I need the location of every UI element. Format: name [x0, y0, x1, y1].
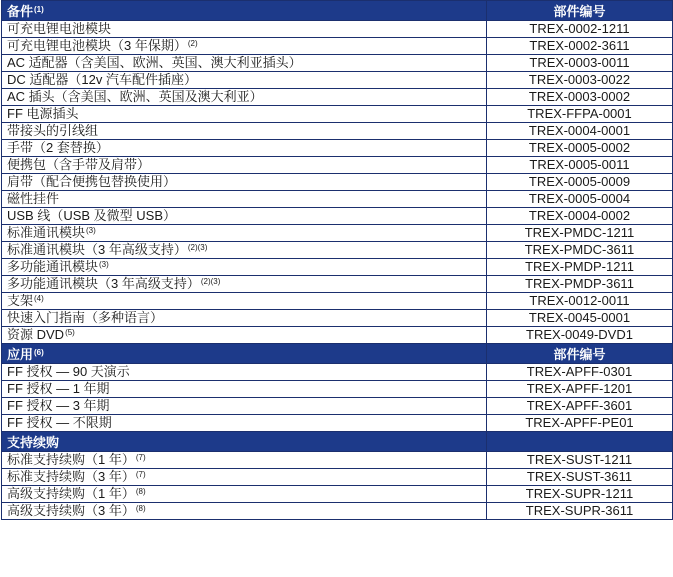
table-row: [2, 123, 673, 140]
part-number-text: TREX-0049-DVD1: [526, 327, 633, 342]
part-number: [487, 89, 673, 106]
part-number: [487, 327, 673, 344]
footnote-marker: (3): [99, 260, 109, 269]
part-number: [487, 503, 673, 520]
part-number: [487, 38, 673, 55]
part-number-text: TREX-0003-0002: [528, 89, 631, 104]
part-number-header: [487, 344, 673, 364]
item-name: [2, 398, 487, 415]
table-row: [2, 293, 673, 310]
table-row: [2, 276, 673, 293]
part-number: [487, 191, 673, 208]
item-name: [2, 157, 487, 174]
part-number: [487, 157, 673, 174]
part-number-text: TREX-0003-0011: [529, 55, 630, 70]
footnote-marker: (2)(3): [200, 277, 221, 286]
part-number-text: TREX-0002-1211: [529, 21, 630, 36]
item-name-text: FF 授权 — 1 年期: [7, 381, 110, 396]
table-row: [2, 259, 673, 276]
part-number-text: TREX-0005-0004: [528, 191, 631, 206]
item-name: [2, 55, 487, 72]
part-number: [487, 415, 673, 432]
part-number-header: [487, 432, 673, 452]
footnote-marker: (2)(3): [187, 243, 208, 252]
part-number: [487, 398, 673, 415]
footnote-marker: (3): [86, 226, 96, 235]
item-name-text: 多功能通讯模块（3 年高级支持）: [7, 276, 200, 291]
part-number: [487, 140, 673, 157]
table-row: [2, 208, 673, 225]
part-number-text: TREX-0004-0002: [528, 208, 631, 223]
table-row: [2, 38, 673, 55]
part-number-text: TREX-FFPA-0001: [527, 106, 632, 121]
part-number: [487, 310, 673, 327]
part-number-text: TREX-0012-0011: [529, 293, 630, 308]
table-row: [2, 452, 673, 469]
item-name: [2, 452, 487, 469]
item-name-text: 资源 DVD: [7, 327, 65, 342]
parts-table: [1, 0, 673, 520]
part-number-text: TREX-0002-3611: [529, 38, 630, 53]
item-name: [2, 486, 487, 503]
footnote-marker: (8): [135, 487, 146, 496]
table-row: [2, 89, 673, 106]
part-number: [487, 486, 673, 503]
section-header-row: [2, 432, 673, 452]
item-name: [2, 364, 487, 381]
item-name: [2, 381, 487, 398]
table-row: [2, 106, 673, 123]
part-number-text: TREX-APFF-0301: [526, 364, 633, 379]
part-number: [487, 364, 673, 381]
part-number: [487, 276, 673, 293]
item-name: [2, 106, 487, 123]
part-number-text: TREX-0004-0001: [528, 123, 631, 138]
table-row: [2, 486, 673, 503]
item-name-text: 快速入门指南（多种语言）: [7, 310, 164, 325]
item-name: [2, 21, 487, 38]
item-name-text: 便携包（含手带及肩带）: [7, 157, 151, 172]
footnote-marker: (2): [187, 39, 198, 48]
item-name-text: FF 授权 — 不限期: [7, 415, 112, 430]
part-number: [487, 452, 673, 469]
part-number: [487, 242, 673, 259]
section-header-row: [2, 1, 673, 21]
table-row: [2, 157, 673, 174]
part-number-text: TREX-SUST-3611: [526, 469, 633, 484]
item-name-text: 手带（2 套替换）: [7, 140, 109, 155]
table-row: [2, 415, 673, 432]
part-number: [487, 21, 673, 38]
section-title: [2, 344, 487, 364]
table-row: [2, 503, 673, 520]
part-number-header: [487, 1, 673, 21]
part-number: [487, 55, 673, 72]
parts-table-body: [2, 1, 673, 520]
part-number-text: TREX-SUST-1211: [526, 452, 633, 467]
item-name: [2, 415, 487, 432]
part-number: [487, 174, 673, 191]
item-name-text: DC 适配器（12v 汽车配件插座）: [7, 72, 197, 87]
item-name-text: 肩带（配合便携包替换使用）: [7, 174, 177, 189]
item-name: [2, 191, 487, 208]
section-title-text: 应用: [7, 347, 34, 362]
item-name-text: 标准支持续购（1 年）: [7, 452, 135, 467]
footnote-marker: (1): [34, 5, 44, 14]
table-row: [2, 310, 673, 327]
item-name-text: 支架: [7, 293, 34, 308]
part-number-header-text: 部件编号: [553, 4, 606, 19]
part-number-text: TREX-0003-0022: [528, 72, 631, 87]
footnote-marker: (5): [65, 328, 75, 337]
footnote-marker: (6): [34, 348, 44, 357]
item-name-text: 可充电锂电池模块（3 年保期）: [7, 38, 187, 53]
item-name: [2, 174, 487, 191]
table-row: [2, 55, 673, 72]
part-number: [487, 469, 673, 486]
item-name: [2, 469, 487, 486]
item-name-text: FF 授权 — 90 天演示: [7, 364, 130, 379]
part-number-text: TREX-APFF-3601: [526, 398, 633, 413]
part-number: [487, 106, 673, 123]
footnote-marker: (4): [34, 294, 44, 303]
part-number-text: TREX-APFF-PE01: [525, 415, 634, 430]
item-name: [2, 140, 487, 157]
item-name: [2, 293, 487, 310]
item-name-text: 标准通讯模块: [7, 225, 86, 240]
section-title: [2, 1, 487, 21]
section-header-row: [2, 344, 673, 364]
item-name-text: 磁性挂件: [7, 191, 60, 206]
part-number-text: TREX-0045-0001: [528, 310, 631, 325]
part-number-text: TREX-PMDP-3611: [525, 276, 634, 291]
item-name-text: 高级支持续购（3 年）: [7, 503, 135, 518]
item-name-text: USB 线（USB 及微型 USB）: [7, 208, 177, 223]
table-row: [2, 225, 673, 242]
part-number-header-text: 部件编号: [553, 347, 606, 362]
table-row: [2, 72, 673, 89]
item-name-text: AC 适配器（含美国、欧洲、英国、澳大利亚插头）: [7, 55, 302, 70]
part-number: [487, 208, 673, 225]
item-name: [2, 225, 487, 242]
item-name: [2, 276, 487, 293]
table-row: [2, 469, 673, 486]
table-row: [2, 381, 673, 398]
section-title: [2, 432, 487, 452]
part-number-text: TREX-0005-0009: [528, 174, 631, 189]
part-number-text: TREX-PMDC-3611: [524, 242, 635, 257]
item-name-text: 带接头的引线组: [7, 123, 99, 138]
part-number-text: TREX-SUPR-3611: [525, 503, 634, 518]
table-row: [2, 242, 673, 259]
item-name: [2, 310, 487, 327]
part-number: [487, 72, 673, 89]
footnote-marker: (8): [135, 504, 146, 513]
part-number: [487, 293, 673, 310]
footnote-marker: (7): [135, 453, 146, 462]
item-name: [2, 503, 487, 520]
item-name: [2, 38, 487, 55]
table-row: [2, 191, 673, 208]
item-name: [2, 123, 487, 140]
section-title-text: 备件: [7, 4, 34, 19]
part-number: [487, 381, 673, 398]
table-row: [2, 174, 673, 191]
item-name: [2, 72, 487, 89]
item-name-text: AC 插头（含美国、欧洲、英国及澳大利亚）: [7, 89, 263, 104]
item-name-text: 多功能通讯模块: [7, 259, 99, 274]
item-name-text: FF 电源插头: [7, 106, 79, 121]
item-name-text: FF 授权 — 3 年期: [7, 398, 110, 413]
item-name: [2, 259, 487, 276]
part-number: [487, 123, 673, 140]
section-title-text: 支持续购: [7, 435, 60, 450]
item-name-text: 可充电锂电池模块: [7, 21, 112, 36]
table-row: [2, 398, 673, 415]
part-number-text: TREX-0005-0011: [529, 157, 630, 172]
item-name: [2, 327, 487, 344]
item-name-text: 标准支持续购（3 年）: [7, 469, 135, 484]
part-number-text: TREX-PMDC-1211: [524, 225, 635, 240]
part-number-text: TREX-0005-0002: [528, 140, 631, 155]
table-row: [2, 140, 673, 157]
table-row: [2, 327, 673, 344]
part-number-text: TREX-SUPR-1211: [525, 486, 634, 501]
part-number: [487, 259, 673, 276]
item-name-text: 标准通讯模块（3 年高级支持）: [7, 242, 187, 257]
table-row: [2, 21, 673, 38]
item-name: [2, 242, 487, 259]
footnote-marker: (7): [135, 470, 146, 479]
item-name-text: 高级支持续购（1 年）: [7, 486, 135, 501]
part-number: [487, 225, 673, 242]
part-number-text: TREX-PMDP-1211: [525, 259, 634, 274]
part-number-text: TREX-APFF-1201: [526, 381, 633, 396]
item-name: [2, 89, 487, 106]
item-name: [2, 208, 487, 225]
table-row: [2, 364, 673, 381]
